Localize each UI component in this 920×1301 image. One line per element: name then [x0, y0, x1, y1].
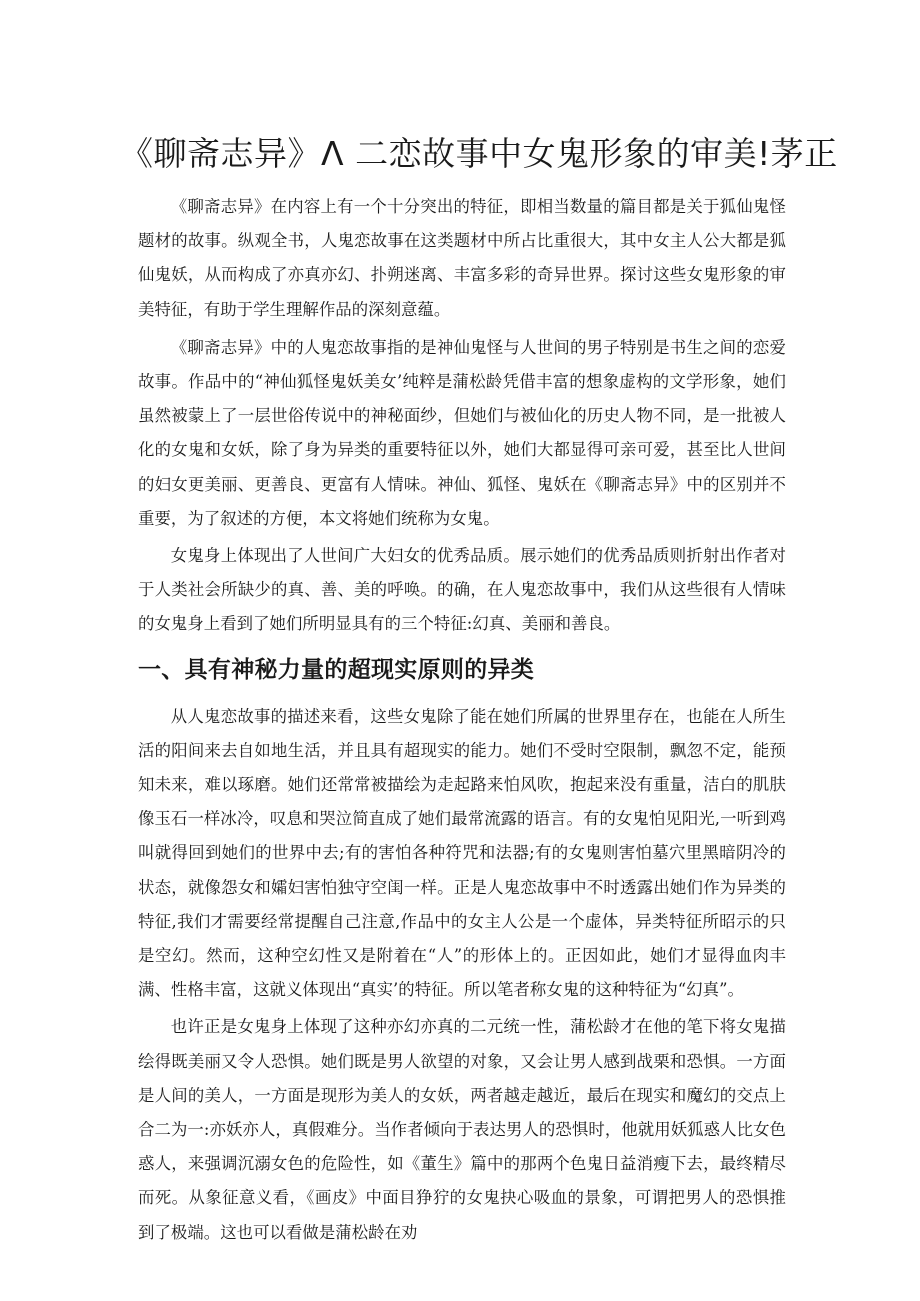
paragraph-section1-body-continued: 也许正是女鬼身上体现了这种亦幻亦真的二元统一性，蒲松龄才在他的笔下将女鬼描绘得既美丽又令人恐惧。她们既是男人欲望的对象，又会让男人感到战栗和恐惧。一方面是人间的美人，一方面是现形为美人的女妖，两者越走越近，最后在现实和魔幻的交点上合二为一:亦妖亦人，真假难分。当作者倾向于表达男人的恐惧时，他就用妖狐惑人比女色惑人，来强调沉溺女色的危险性，如《董生》篇中的那两个色鬼日益消瘦下去，最终精尽而死。从象征意义看，《画皮》中面目狰狞的女鬼抉心吸血的景象，可谓把男人的恐惧推到了极端。这也可以看做是蒲松龄在劝	[138, 1017, 786, 1242]
section-heading: 一、具有神秘力量的超现实原则的异类	[138, 656, 535, 683]
paragraph-qualities: 女鬼身上体现出了人世间广大妇女的优秀品质。展示她们的优秀品质则折射出作者对于人类社会所缺少的真、善、美的呼唤。的确，在人鬼恋故事中，我们从这些很有人情味的女鬼身上看到了她们所明显具有的三个特征:幻真、美丽和善良。	[138, 546, 786, 634]
paragraph-section1-body: 从人鬼恋故事的描述来看，这些女鬼除了能在她们所属的世界里存在，也能在人所生活的阳间来去自如地生活，并且具有超现实的能力。她们不受时空限制，飘忽不定，能预知未来，难以琢磨。她们还常常被描绘为走起路来怕风吹，抱起来没有重量，洁白的肌肤像玉石一样冰冷，叹息和哭泣简直成了她们最常流露的语言。有的女鬼怕见阳光,一听到鸡叫就得回到她们的世界中去;有的害怕各种符咒和法器;有的女鬼则害怕墓穴里黑暗阴冷的状态，就像怨女和孀妇害怕独守空闺一样。正是人鬼恋故事中不时透露出她们作为异类的特征,我们才需要经常提醒自己注意,作品中的女主人公是一个虚体，异类特征所昭示的只是空幻。然而，这种空幻性又是附着在“人”的形体上的。正因如此，她们才显得血肉丰满、性格丰富，这就义体现出“真实’的特征。所以笔者称女鬼的这种特征为“幻真”。	[138, 706, 786, 1000]
paragraph-definition: 《聊斋志异》中的人鬼恋故事指的是神仙鬼怪与人世间的男子特别是书生之间的恋爱故事。作品中的“神仙狐怪鬼妖美女’纯粹是蒲松龄凭借丰富的想象虚构的文学形象，她们虽然被蒙上了一层世俗传说中的神秘面纱，但她们与被仙化的历史人物不同，是一批被人化的女鬼和女妖，除了身为异类的重要特征以外，她们大都显得可亲可爱，甚至比人世间的妇女更美丽、更善良、更富有人情味。神仙、狐怪、鬼妖在《聊斋志异》中的区别并不重要，为了叙述的方便，本文将她们统称为女鬼。	[138, 337, 786, 528]
paragraph-intro: 《聊斋志异》在内容上有一个十分突出的特征，即相当数量的篇目都是关于狐仙鬼怪题材的故事。纵观全书，人鬼恋故事在这类题材中所占比重很大，其中女主人公大都是狐仙鬼妖，从而构成了亦真亦幻、扑朔迷离、丰富多彩的奇异世界。探讨这些女鬼形象的审美特征，有助于学生理解作品的深刻意蕴。	[138, 197, 786, 319]
document-title: 《聊斋志异》Λ 二恋故事中女鬼形象的审美!茅正	[120, 134, 838, 173]
document-body	[138, 190, 786, 1250]
